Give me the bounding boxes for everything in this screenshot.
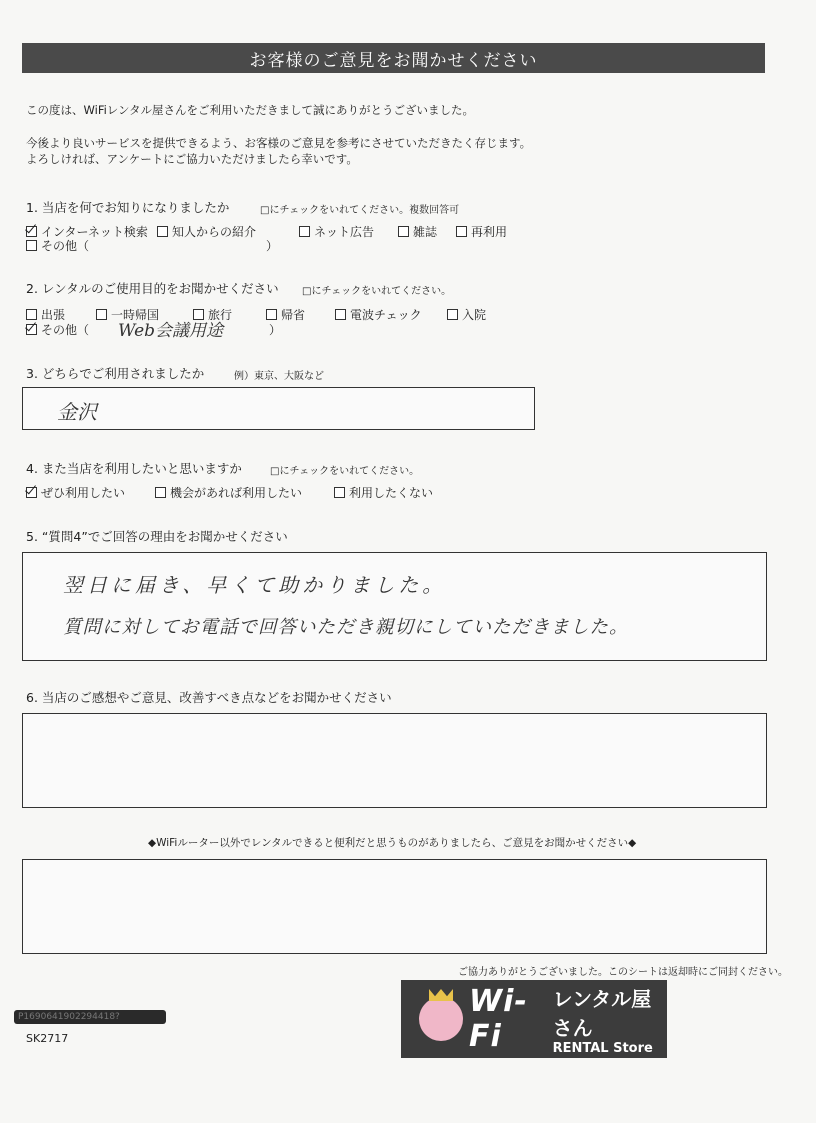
logo-japanese: レンタル屋さん	[552, 986, 652, 1040]
logo-english: RENTAL Store	[552, 1040, 653, 1056]
q4-option-definitely[interactable]: ぜひ利用したい	[26, 484, 125, 501]
intro-line-2: 今後より良いサービスを提供できるよう、お客様のご意見を参考にさせていただきたく存じます。	[26, 136, 532, 150]
q2-note: □にチェックをいれてください。	[302, 286, 452, 297]
q2-label: 2. レンタルのご使用目的をお聞かせください	[26, 281, 279, 296]
checkbox-icon[interactable]	[335, 309, 346, 320]
store-logo	[401, 980, 667, 1058]
q2-option-signal-check[interactable]: 電波チェック	[335, 306, 422, 323]
checkbox-icon[interactable]	[26, 226, 37, 237]
q1-note: □にチェックをいれてください。複数回答可	[260, 205, 460, 216]
crown-mascot-icon	[419, 997, 463, 1041]
checkbox-icon[interactable]	[155, 487, 166, 498]
checkbox-icon[interactable]	[96, 309, 107, 320]
checkbox-icon[interactable]	[447, 309, 458, 320]
checkbox-icon[interactable]	[26, 240, 37, 251]
q2-option-hospital[interactable]: 入院	[447, 306, 486, 323]
barcode: P1690641902294418?	[14, 1010, 166, 1024]
q5-answer-line-1: 翌日に届き、早くて助かりました。	[63, 573, 447, 597]
q7-label: ◆WiFiルーター以外でレンタルできると便利だと思うものがありましたら、ご意見をお聞かせください◆	[148, 837, 637, 849]
q1-label: 1. 当店を何でお知りになりましたか	[26, 200, 230, 215]
q4-option-if-chance[interactable]: 機会があれば利用したい	[155, 484, 302, 501]
q1-option-other[interactable]: その他（	[26, 237, 89, 254]
q2-option-other[interactable]: その他（	[26, 321, 89, 338]
q1-option-internet[interactable]: インターネット検索	[26, 223, 148, 240]
q1-option-referral[interactable]: 知人からの紹介	[157, 223, 256, 240]
footer-note: ご協力ありがとうございました。このシートは返却時にご同封ください。	[458, 967, 788, 978]
q2-other-close: ）	[269, 323, 282, 337]
q5-answer-line-2: 質問に対してお電話で回答いただき親切にしていただきました。	[63, 617, 629, 638]
checkbox-icon[interactable]	[157, 226, 168, 237]
logo-brand: Wi-Fi	[469, 984, 528, 1054]
q2-other-answer[interactable]: Web会議用途	[118, 321, 224, 341]
q4-option-no[interactable]: 利用したくない	[334, 484, 433, 501]
q3-label: 3. どちらでご利用されましたか	[26, 366, 205, 381]
q2-option-business[interactable]: 出張	[26, 306, 65, 323]
page-title: お客様のご意見をお聞かせください	[22, 43, 765, 73]
q6-answer-box[interactable]	[22, 713, 767, 808]
q3-note: 例）東京、大阪など	[234, 371, 324, 382]
checkbox-icon[interactable]	[299, 226, 310, 237]
q2-option-travel[interactable]: 旅行	[193, 306, 232, 323]
q7-answer-box[interactable]	[22, 859, 767, 954]
q2-option-homecoming[interactable]: 帰省	[266, 306, 305, 323]
q3-answer: 金沢	[57, 400, 97, 424]
checkbox-icon[interactable]	[266, 309, 277, 320]
checkbox-icon[interactable]	[456, 226, 467, 237]
q5-answer-box[interactable]	[22, 552, 767, 661]
checkbox-icon[interactable]	[26, 487, 37, 498]
q4-note: □にチェックをいれてください。	[270, 466, 420, 477]
q3-answer-box[interactable]	[22, 387, 535, 430]
q1-option-reuse[interactable]: 再利用	[456, 223, 507, 240]
checkbox-icon[interactable]	[26, 324, 37, 335]
q6-label: 6. 当店のご感想やご意見、改善すべき点などをお聞かせください	[26, 690, 392, 705]
q2-option-return-home[interactable]: 一時帰国	[96, 306, 159, 323]
intro-line-1: この度は、WiFiレンタル屋さんをご利用いただきまして誠にありがとうございました。	[26, 103, 475, 117]
q1-option-net-ad[interactable]: ネット広告	[299, 223, 374, 240]
q1-other-close: ）	[266, 239, 279, 253]
sheet-code: SK2717	[26, 1032, 69, 1045]
intro-line-3: よろしければ、アンケートにご協力いただけましたら幸いです。	[26, 152, 358, 166]
checkbox-icon[interactable]	[334, 487, 345, 498]
q4-label: 4. また当店を利用したいと思いますか	[26, 461, 242, 476]
q5-label: 5. “質問4”でご回答の理由をお聞かせください	[26, 529, 288, 544]
checkbox-icon[interactable]	[398, 226, 409, 237]
q1-option-magazine[interactable]: 雑誌	[398, 223, 437, 240]
